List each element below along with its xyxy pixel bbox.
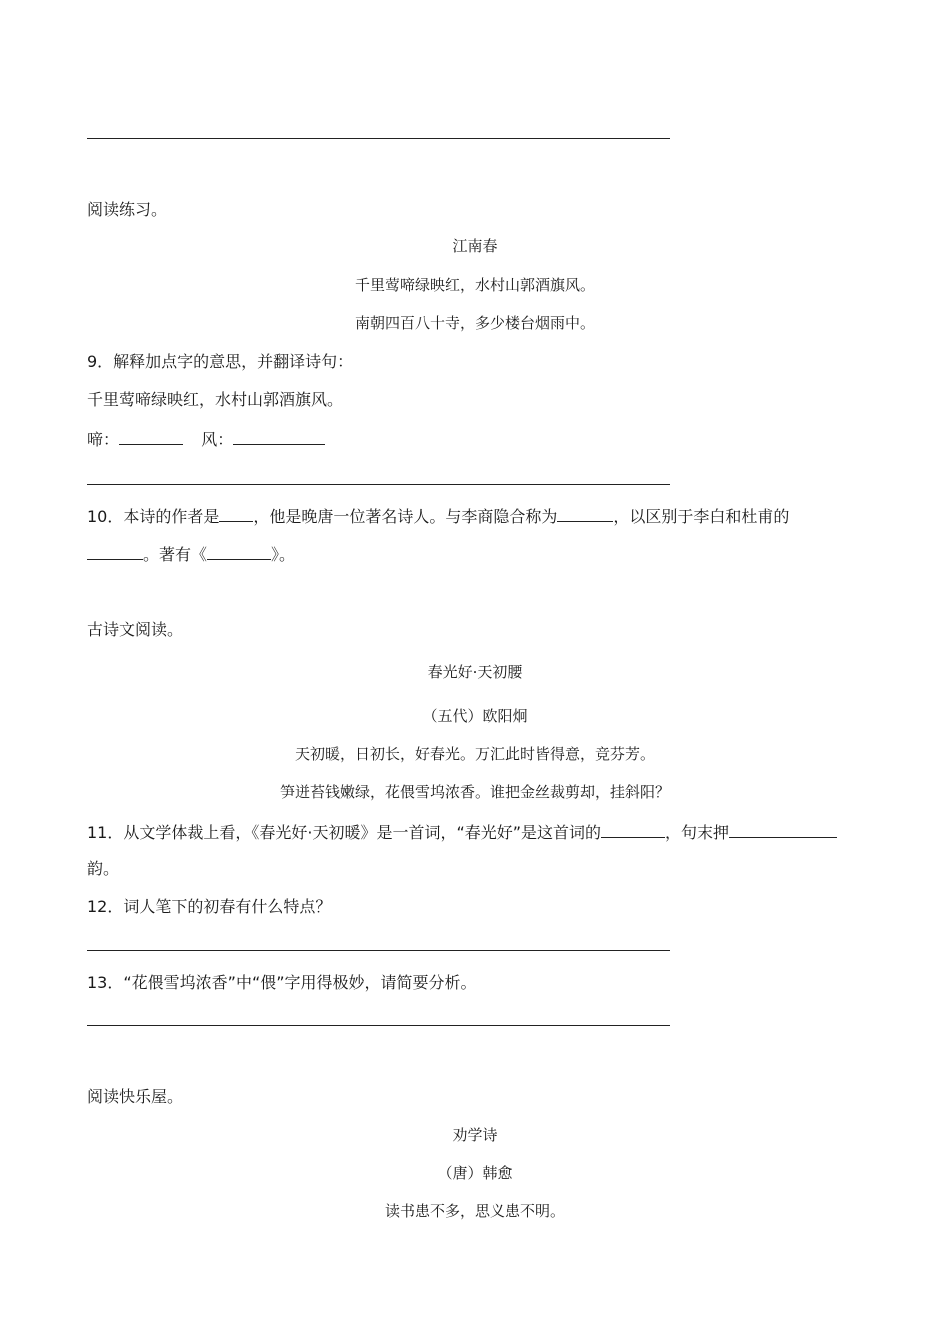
- poem-author: （唐）韩愈: [437, 1164, 513, 1182]
- section-intro: 阅读练习。: [87, 200, 168, 219]
- label-b: 风：: [201, 430, 234, 449]
- poem-line: 读书患不多，思义患不明。: [384, 1202, 565, 1220]
- poem-title: 春光好·天初腰: [427, 663, 523, 681]
- poem-line: 南朝四百八十寺，多少楼台烟雨中。: [354, 314, 595, 332]
- label-a: 啼：: [87, 430, 120, 449]
- section-intro: 古诗文阅读。: [87, 620, 184, 639]
- poem-line: 天初暖，日初长，好春光。万汇此时皆得意，竞芬芳。: [294, 745, 655, 763]
- question-11-line2: 韵。: [87, 859, 120, 878]
- question-9-prompt: 9．解释加点字的意思，并翻译诗句：: [87, 352, 354, 371]
- answer-line[interactable]: [87, 484, 670, 485]
- question-10-line1: 10．本诗的作者是 ，他是晚唐一位著名诗人。与李商隐合称为 ，以区别于李白和杜甫的: [87, 507, 790, 526]
- answer-line[interactable]: [87, 950, 670, 951]
- blank-field[interactable]: [233, 428, 325, 445]
- poem-title: 劝学诗: [452, 1126, 498, 1144]
- blank-field[interactable]: [219, 505, 253, 522]
- question-9-fill: [87, 428, 325, 450]
- blank-field[interactable]: [87, 543, 143, 560]
- blank-field[interactable]: [729, 821, 837, 838]
- poem-line: 笋迸苔钱嫩绿，花偎雪坞浓香。谁把金丝裁剪却，挂斜阳？: [279, 783, 670, 801]
- poem-author: （五代）欧阳炯: [422, 707, 528, 725]
- blank-field[interactable]: [601, 821, 665, 838]
- question-13-prompt: 13．“花偎雪坞浓香”中“偎”字用得极妙，请简要分析。: [87, 973, 477, 992]
- blank-field[interactable]: [119, 428, 183, 445]
- question-11-line1: 11．从文学体裁上看，《春光好·天初暖》是一首词，“春光好”是这首词的 ，句末押: [87, 821, 837, 843]
- answer-line[interactable]: [87, 138, 670, 139]
- section-intro: 阅读快乐屋。: [87, 1087, 184, 1106]
- question-12-prompt: 12．词人笔下的初春有什么特点？: [87, 897, 332, 916]
- blank-field[interactable]: [207, 543, 271, 560]
- question-10-line2: 。著有《 》。: [87, 543, 295, 565]
- poem-title: 江南春: [452, 237, 498, 255]
- poem-line: 千里莺啼绿映红，水村山郭酒旗风。: [354, 276, 595, 294]
- question-9-line: 千里莺啼绿映红，水村山郭酒旗风。: [87, 390, 344, 409]
- blank-field[interactable]: [557, 505, 613, 522]
- answer-line[interactable]: [87, 1025, 670, 1026]
